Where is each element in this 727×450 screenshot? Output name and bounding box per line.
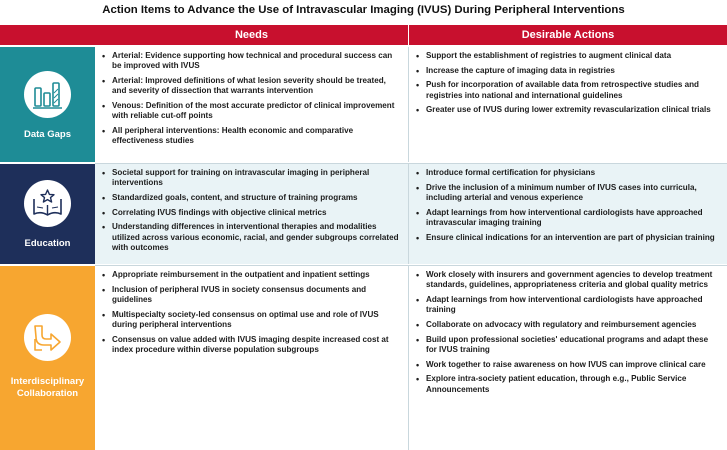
list-item: • Increase the capture of imaging data in registries bbox=[416, 66, 719, 76]
list-item: • Societal support for training on intravascular imaging in peripheral interventions bbox=[102, 168, 400, 189]
list-item: • Understanding differences in interventional therapies and modalities utilized across various economic, racial, and gender subgroups correlated with outcomes bbox=[102, 222, 400, 253]
list-item: • Build upon professional societies' educational programs and adapt these for IVUS training bbox=[416, 335, 719, 356]
list-item: • Arterial: Evidence supporting how technical and procedural success can be improved with IVUS bbox=[102, 51, 400, 72]
needs-column-header: Needs bbox=[234, 29, 269, 41]
list-item: • Appropriate reimbursement in the outpatient and inpatient settings bbox=[102, 270, 400, 280]
needs-cell bbox=[95, 164, 408, 264]
actions-column-header: Desirable Actions bbox=[521, 29, 615, 41]
list-item: • Standardized goals, content, and structure of training programs bbox=[102, 193, 400, 203]
table-header bbox=[0, 25, 727, 45]
category-label: Education bbox=[24, 238, 71, 249]
category-education bbox=[0, 164, 95, 264]
category-label bbox=[0, 376, 95, 400]
list-item: • Support the establishment of registries to augment clinical data bbox=[416, 51, 719, 61]
page-title: Action Items to Advance the Use of Intravascular Imaging (IVUS) During Peripheral Interventions bbox=[102, 4, 625, 16]
list-item: • Work closely with insurers and government agencies to develop treatment standards, guidelines, appropriateness criteria and global quality metrics bbox=[416, 270, 719, 291]
list-item: • Venous: Definition of the most accurate predictor of clinical improvement with reliable cut-off points bbox=[102, 101, 400, 122]
needs-cell bbox=[95, 47, 408, 162]
list-item: • Ensure clinical indications for an intervention are part of physician training bbox=[416, 233, 719, 243]
category-label: Data Gaps bbox=[24, 129, 71, 140]
list-item: • Drive the inclusion of a minimum number of IVUS cases into curricula, including arterial and venous experience bbox=[416, 183, 719, 204]
list-item: • Explore intra-society patient education, through e.g., Public Service Announcements bbox=[416, 374, 719, 395]
category-label-line: Interdisciplinary bbox=[10, 376, 85, 387]
actions-cell bbox=[409, 47, 727, 162]
list-item: • Introduce formal certification for physicians bbox=[416, 168, 719, 178]
actions-cell bbox=[409, 164, 727, 264]
list-item: • Greater use of IVUS during lower extremity revascularization clinical trials bbox=[416, 105, 719, 115]
category-label-line: Collaboration bbox=[16, 388, 79, 399]
list-item: • Adapt learnings from how interventional cardiologists have approached training bbox=[416, 295, 719, 316]
row-interdisciplinary-collaboration bbox=[0, 266, 727, 450]
list-item: • Arterial: Improved definitions of what lesion severity should be treated, and severity of dissection that warrants intervention bbox=[102, 76, 400, 97]
list-item: • Push for incorporation of available data from retrospective studies and registries into national and international guidelines bbox=[416, 80, 719, 101]
list-item: • All peripheral interventions: Health economic and comparative effectiveness studies bbox=[102, 126, 400, 147]
actions-cell bbox=[409, 266, 727, 450]
list-item: • Inclusion of peripheral IVUS in society consensus documents and guidelines bbox=[102, 285, 400, 306]
bar-chart-icon bbox=[24, 71, 71, 118]
list-item: • Work together to raise awareness on how IVUS can improve clinical care bbox=[416, 360, 719, 370]
list-item: • Collaborate on advocacy with regulatory and reimbursement agencies bbox=[416, 320, 719, 330]
book-star-icon bbox=[24, 180, 71, 227]
row-data-gaps bbox=[0, 47, 727, 162]
merge-arrows-icon bbox=[24, 314, 71, 361]
category-interdisciplinary-collaboration bbox=[0, 266, 95, 450]
needs-cell bbox=[95, 266, 408, 450]
list-item: • Multispecialty society-led consensus on optimal use and role of IVUS during peripheral interventions bbox=[102, 310, 400, 331]
category-data-gaps bbox=[0, 47, 95, 162]
row-education bbox=[0, 164, 727, 264]
list-item: • Adapt learnings from how interventional cardiologists have approached intravascular imaging training bbox=[416, 208, 719, 229]
list-item: • Correlating IVUS findings with objective clinical metrics bbox=[102, 208, 400, 218]
list-item: • Consensus on value added with IVUS imaging despite increased cost at index procedure within diverse population subgroups bbox=[102, 335, 400, 356]
